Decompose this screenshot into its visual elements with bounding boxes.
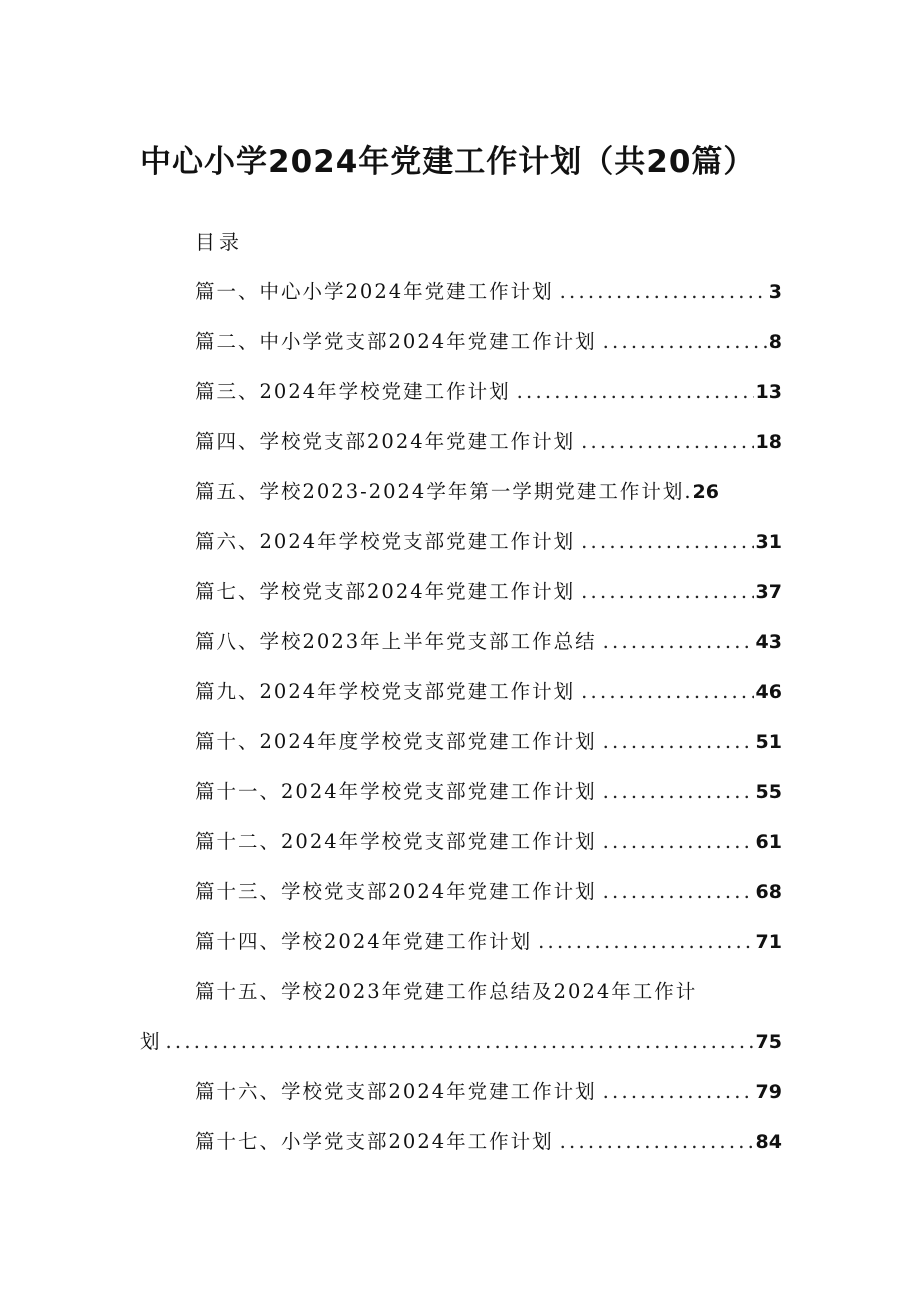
toc-entry-page: 84	[755, 1131, 782, 1153]
toc-leader-dots	[597, 780, 754, 803]
toc-entry-label: 篇十六、学校党支部2024年党建工作计划	[195, 1080, 597, 1103]
toc-entry-label: 篇十七、小学党支部2024年工作计划	[195, 1130, 554, 1153]
toc-leader-dots	[597, 630, 754, 653]
toc-entry[interactable]	[195, 376, 782, 406]
toc-leader-dots	[575, 680, 753, 703]
toc-entry-label: 篇十一、2024年学校党支部党建工作计划	[195, 780, 597, 803]
toc-leader-dots	[160, 1030, 754, 1053]
toc-leader-dots	[532, 930, 753, 953]
toc-leader-dots	[597, 330, 767, 353]
toc-leader-dots	[597, 880, 754, 903]
toc-entry-page: 55	[755, 781, 782, 803]
toc-leader-dots	[575, 580, 753, 603]
toc-entry[interactable]	[195, 826, 782, 856]
toc-entry-label: 篇十四、学校2024年党建工作计划	[195, 930, 533, 953]
toc-entry-label: 篇八、学校2023年上半年党支部工作总结	[195, 630, 597, 653]
toc-entry[interactable]	[195, 1126, 782, 1156]
toc-leader-dots	[597, 730, 754, 753]
toc-entry-label: 篇十五、学校2023年党建工作总结及2024年工作计	[195, 980, 698, 1003]
toc-entry[interactable]	[195, 726, 782, 756]
toc-entry-page: 61	[755, 831, 782, 853]
toc-entry-label: 划	[140, 1030, 160, 1053]
toc-entry-label: 篇六、2024年学校党支部党建工作计划	[195, 530, 576, 553]
toc-entry[interactable]	[195, 476, 782, 506]
toc-leader-dots	[554, 1130, 754, 1153]
toc-leader-dots	[575, 430, 753, 453]
toc-entry[interactable]	[195, 776, 782, 806]
toc-entry[interactable]	[195, 276, 782, 306]
toc-entry-label: 篇四、学校党支部2024年党建工作计划	[195, 430, 576, 453]
toc-leader-dots	[597, 1080, 754, 1103]
toc-entry-page: 8	[768, 331, 782, 353]
toc-entry[interactable]	[195, 926, 782, 956]
toc-entry-label: 篇二、中小学党支部2024年党建工作计划	[195, 330, 597, 353]
document-title: 中心小学2024年党建工作计划（共20篇）	[140, 144, 756, 180]
toc-entry-page: 75	[755, 1031, 782, 1053]
toc-entry[interactable]	[195, 426, 782, 456]
toc-entry-page: 3	[768, 281, 782, 303]
toc-entry-page: 43	[755, 631, 782, 653]
toc-entry-page: 26	[692, 481, 719, 503]
toc-leader-dots	[575, 530, 753, 553]
toc-entry[interactable]	[195, 326, 782, 356]
toc-entry-page: 31	[755, 531, 782, 553]
toc-entry[interactable]	[195, 526, 782, 556]
toc-entry-page: 46	[755, 681, 782, 703]
toc-entry-label: 篇三、2024年学校党建工作计划	[195, 380, 511, 403]
toc-entry[interactable]	[195, 976, 782, 1006]
toc-leader-dots	[597, 830, 754, 853]
toc-entry-label: 篇七、学校党支部2024年党建工作计划	[195, 580, 576, 603]
toc-entry-label: 篇十二、2024年学校党支部党建工作计划	[195, 830, 597, 853]
toc-entry-page: 13	[755, 381, 782, 403]
toc-entry-page: 37	[755, 581, 782, 603]
toc-entry-label: 篇一、中心小学2024年党建工作计划	[195, 280, 554, 303]
toc-entry-label: 篇十、2024年度学校党支部党建工作计划	[195, 730, 597, 753]
toc-entry-page: 68	[755, 881, 782, 903]
toc-entry-label: 篇五、学校2023-2024学年第一学期党建工作计划.	[195, 480, 693, 503]
toc-entry-page: 18	[755, 431, 782, 453]
toc-entry-page: 79	[755, 1081, 782, 1103]
toc-entry-continuation[interactable]	[140, 1026, 782, 1056]
toc-entry-page: 51	[755, 731, 782, 753]
toc-entry-label: 篇十三、学校党支部2024年党建工作计划	[195, 880, 597, 903]
toc-heading: 目录	[195, 230, 243, 254]
toc-leader-dots	[554, 280, 767, 303]
toc-entry[interactable]	[195, 876, 782, 906]
toc-entry[interactable]	[195, 676, 782, 706]
toc-entry[interactable]	[195, 576, 782, 606]
toc-entry[interactable]	[195, 626, 782, 656]
toc-entry-page: 71	[755, 931, 782, 953]
toc-entry-label: 篇九、2024年学校党支部党建工作计划	[195, 680, 576, 703]
toc-leader-dots	[511, 380, 754, 403]
toc-entry[interactable]	[195, 1076, 782, 1106]
